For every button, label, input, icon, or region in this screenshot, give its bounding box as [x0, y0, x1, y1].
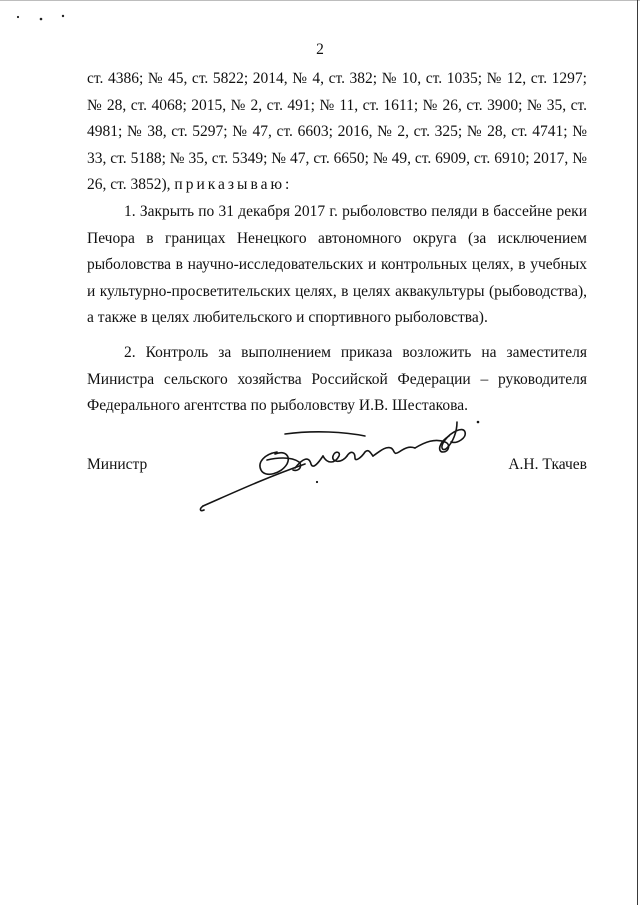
handwritten-signature — [195, 412, 495, 517]
document-body — [87, 66, 587, 420]
order-item-2: 2. Контроль за выполнением приказа возложить на заместителя Министра сельского хозяйства Российской Федерации – руководителя Федерального агентства по рыболовству И.В. Шестакова. — [87, 343, 587, 415]
signature-stroke — [442, 422, 465, 450]
page-right-edge — [637, 0, 638, 905]
signature-stroke — [200, 506, 204, 511]
signatory-name: А.Н. Ткачев — [508, 456, 587, 473]
order-word: приказываю: — [174, 176, 293, 194]
signature-stroke — [373, 447, 415, 456]
signatory-title: Министр — [87, 456, 148, 473]
signature-stroke — [203, 464, 305, 506]
signature-dot — [477, 421, 480, 424]
speck — [17, 16, 19, 18]
signature-stroke — [323, 452, 347, 462]
page-number: 2 — [316, 41, 324, 58]
intro-continuation-text: ст. 4386; № 45, ст. 5822; 2014, № 4, ст. 382; № 10, ст. 1035; № 12, ст. 1297; № 28, ст. 4068; 2015, № 2, ст. 491; № 11, ст. 1611; № 26, ст. 3900; № 35, ст. 4981; № 38, ст. 5297; № 47, ст. 6603; 2016, № 2, ст. 325; № 28, ст. 4741; № 33, ст. 5188; № 35, ст. 5349; № 47, ст. 6650; № 49, ст. 6909, ст. 6910; 2017, № 26, ст. 3852), — [87, 70, 587, 194]
speck — [62, 15, 64, 17]
intro-paragraph — [87, 66, 587, 199]
scan-specks — [0, 0, 80, 30]
signature-stroke — [285, 432, 365, 436]
signature-dot — [316, 481, 318, 483]
signature-stroke — [347, 451, 373, 460]
speck — [40, 18, 43, 21]
page-top-edge — [0, 0, 640, 1]
order-item-1: 1. Закрыть по 31 декабря 2017 г. рыболовство пеляди в бассейне реки Печора в границах Ненецкого автономного округа (за исключением рыболовства в научно-исследовательских и контрольных целях, в учебных и культурно-просветительских целях, в целях аквакультуры (рыбоводства), а также в целях любительского и спортивного рыболовства). — [87, 202, 587, 327]
